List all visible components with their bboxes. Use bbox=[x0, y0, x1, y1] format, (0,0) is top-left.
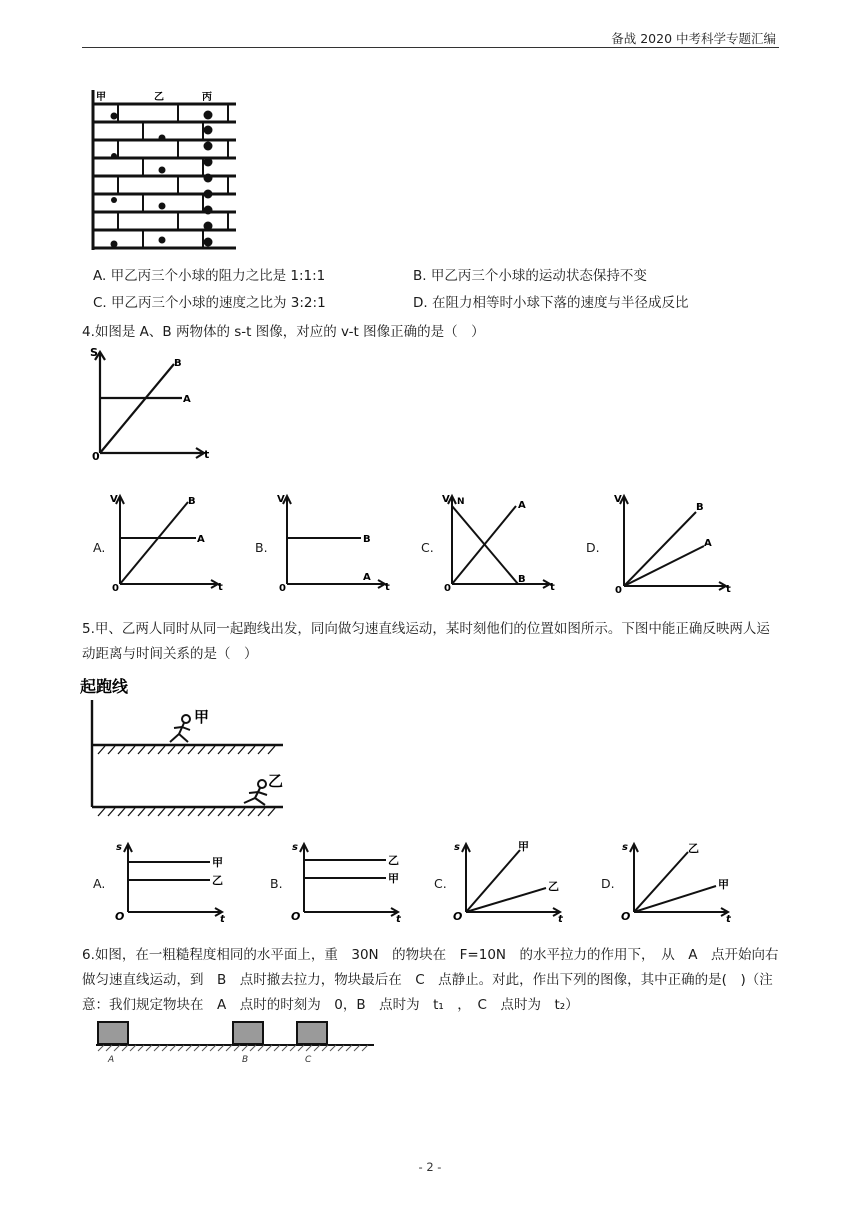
q6-point-a: A bbox=[108, 1055, 115, 1065]
q4-a-x: t bbox=[218, 582, 223, 593]
q5-c-origin: O bbox=[453, 910, 463, 923]
q3-option-b[interactable]: B. 甲乙丙三个小球的运动状态保持不变 bbox=[413, 268, 647, 284]
q5-c-label-2: 乙 bbox=[548, 880, 559, 893]
q5-b-label-2: 甲 bbox=[388, 872, 399, 885]
q5-option-b-letter[interactable]: B. bbox=[270, 876, 283, 891]
q4-b-origin: 0 bbox=[279, 583, 286, 594]
q5-d-label-1: 乙 bbox=[688, 842, 699, 855]
q5-stem: 5.甲、乙两人同时从同一起跑线出发，同向做匀速直线运动，某时刻他们的位置如图所示。下图中能正确反映两人运动距离与时间关系的是（ ） bbox=[82, 621, 770, 662]
q5-d-origin: O bbox=[621, 910, 631, 923]
q4-main-line-a: A bbox=[183, 394, 191, 405]
q5-runner-yi-label: 乙 bbox=[268, 772, 284, 790]
q4-a-label-a: A bbox=[197, 534, 205, 545]
header-divider bbox=[82, 47, 779, 48]
q3-option-d[interactable]: D. 在阻力相等时小球下落的速度与半径成反比 bbox=[413, 295, 689, 311]
q4-option-a-graph[interactable] bbox=[108, 490, 228, 594]
q3-label-jia: 甲 bbox=[96, 92, 106, 103]
q5-b-origin: O bbox=[291, 910, 301, 923]
q4-a-origin: 0 bbox=[112, 583, 119, 594]
q5-b-x: t bbox=[396, 914, 401, 924]
q5-b-y: s bbox=[292, 842, 298, 853]
q5-option-a-graph[interactable] bbox=[112, 838, 236, 924]
q4-c-label-a: A bbox=[518, 500, 526, 511]
q4-c-label-b: B bbox=[518, 574, 526, 585]
q4-c-origin: 0 bbox=[444, 583, 451, 594]
q6-block-surface-figure bbox=[92, 1016, 378, 1066]
q4-b-y: V bbox=[277, 494, 285, 505]
q5-c-x: t bbox=[558, 914, 563, 924]
q4-option-c-letter[interactable]: C. bbox=[421, 540, 434, 555]
q5-d-x: t bbox=[726, 914, 731, 924]
q5-c-y: s bbox=[454, 842, 460, 853]
q5-running-track-figure bbox=[78, 672, 298, 822]
q4-c-y: V bbox=[442, 494, 450, 505]
header-title: 备战 2020 中考科学专题汇编 bbox=[611, 31, 776, 46]
q5-d-label-2: 甲 bbox=[718, 878, 729, 891]
q5-a-origin: O bbox=[115, 910, 125, 923]
q5-c-label-1: 甲 bbox=[518, 840, 529, 853]
q3-ball-wall-figure bbox=[88, 88, 240, 254]
q5-runner-jia-label: 甲 bbox=[194, 708, 210, 726]
q4-d-origin: 0 bbox=[615, 585, 622, 594]
q3-label-bing: 丙 bbox=[202, 92, 212, 103]
q5-a-label-2: 乙 bbox=[212, 874, 223, 887]
q5-b-label-1: 乙 bbox=[388, 854, 399, 867]
q5-option-d-graph[interactable] bbox=[618, 838, 742, 924]
q5-runner-yi-figure bbox=[244, 780, 267, 805]
q4-stem: 4.如图是 A、B 两物体的 s-t 图像，对应的 v-t 图像正确的是（ ） bbox=[82, 324, 485, 340]
q4-main-x-label: t bbox=[204, 448, 210, 461]
q6-point-c: C bbox=[305, 1055, 312, 1065]
q5-option-d-letter[interactable]: D. bbox=[601, 876, 615, 891]
q5-option-c-graph[interactable] bbox=[450, 838, 574, 924]
q4-option-c-graph[interactable] bbox=[440, 490, 560, 594]
q3-option-a[interactable]: A. 甲乙丙三个小球的阻力之比是 1:1:1 bbox=[93, 268, 326, 284]
q4-b-label-a: A bbox=[363, 572, 371, 583]
q4-option-b-letter[interactable]: B. bbox=[255, 540, 268, 555]
q5-start-line-title: 起跑线 bbox=[80, 677, 129, 696]
q4-main-origin: 0 bbox=[92, 450, 100, 463]
q4-d-label-a: A bbox=[704, 538, 712, 549]
q4-main-y-label: S bbox=[90, 346, 98, 359]
q5-runner-jia-figure bbox=[170, 715, 190, 742]
q4-c-x: t bbox=[550, 582, 555, 593]
page-number: - 2 - bbox=[418, 1160, 442, 1174]
q4-option-b-graph[interactable] bbox=[275, 490, 395, 594]
q5-d-y: s bbox=[622, 842, 628, 853]
q4-main-line-b: B bbox=[174, 358, 182, 369]
q4-d-x: t bbox=[726, 584, 731, 594]
q4-b-label-b: B bbox=[363, 534, 371, 545]
q4-st-graph bbox=[86, 340, 216, 466]
q4-option-d-graph[interactable] bbox=[610, 490, 734, 594]
q5-a-y: s bbox=[116, 842, 122, 853]
q6-stem: 6.如图，在一粗糙程度相同的水平面上，重 30N 的物块在 F=10N 的水平拉力的作用下， 从 A 点开始向右做匀速直线运动，到 B 点时撤去拉力，物块最后在 C 点静止。对此，作出下列的图像，其中正确的是( )（注意：我们规定物块在 A 点时的时刻为 0，B 点时为 t₁ ， C 点时为 t₂） bbox=[82, 947, 779, 1013]
q4-a-label-b: B bbox=[188, 496, 196, 507]
q4-a-y: V bbox=[110, 494, 118, 505]
q3-option-c[interactable]: C. 甲乙丙三个小球的速度之比为 3:2:1 bbox=[93, 295, 326, 311]
q4-d-y: V bbox=[614, 494, 622, 505]
q5-option-c-letter[interactable]: C. bbox=[434, 876, 447, 891]
q5-a-label-1: 甲 bbox=[212, 856, 223, 869]
q6-point-b: B bbox=[242, 1055, 249, 1065]
q5-option-a-letter[interactable]: A. bbox=[93, 876, 106, 891]
q4-option-d-letter[interactable]: D. bbox=[586, 540, 600, 555]
q4-c-label-n: N bbox=[457, 497, 465, 507]
q4-option-a-letter[interactable]: A. bbox=[93, 540, 106, 555]
q4-b-x: t bbox=[385, 582, 390, 593]
q4-d-label-b: B bbox=[696, 502, 704, 513]
q5-option-b-graph[interactable] bbox=[288, 838, 412, 924]
q3-label-yi: 乙 bbox=[154, 92, 164, 103]
q5-a-x: t bbox=[220, 914, 225, 924]
